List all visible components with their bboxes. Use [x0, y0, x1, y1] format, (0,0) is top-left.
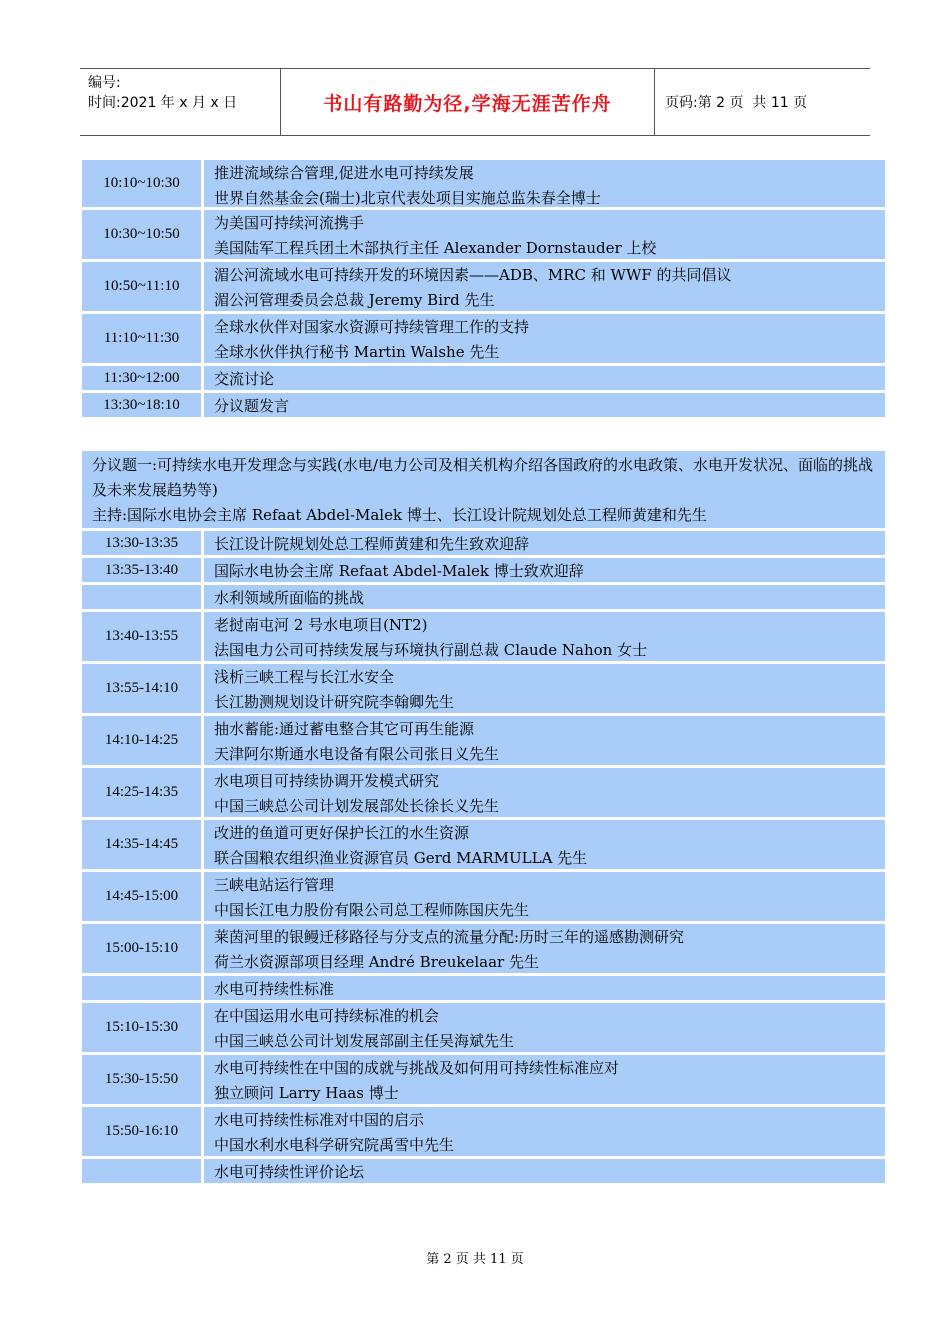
schedule-table-session-1	[82, 449, 885, 1186]
table-row	[82, 1055, 885, 1107]
time-cell: 11:30~12:00	[82, 366, 204, 390]
time-cell: 15:00-15:10	[82, 924, 204, 973]
table-row	[82, 531, 885, 558]
agenda-topic: 浅析三峡工程与长江水安全	[214, 668, 395, 686]
agenda-topic: 改进的鱼道可更好保护长江的水生资源	[214, 824, 470, 842]
agenda-topic: 水电可持续性标准对中国的启示	[214, 1111, 425, 1129]
agenda-topic: 湄公河流域水电可持续开发的环境因素——ADB、MRC 和 WWF 的共同倡议	[214, 266, 732, 284]
page-label: 页码:第 2 页 共 11 页	[665, 95, 808, 111]
agenda-speaker: 法国电力公司可持续发展与环境执行副总裁 Claude Nahon 女士	[214, 641, 648, 659]
table-row	[82, 314, 885, 366]
table-row	[82, 366, 885, 393]
agenda-speaker: 湄公河管理委员会总裁 Jeremy Bird 先生	[214, 291, 495, 309]
description-cell	[204, 924, 885, 973]
agenda-topic: 莱茵河里的银鳗迁移路径与分支点的流量分配:历时三年的遥感勘测研究	[214, 928, 685, 946]
description-cell	[204, 976, 885, 1000]
time-cell: 14:45-15:00	[82, 872, 204, 921]
table-row	[82, 262, 885, 314]
table-row	[82, 664, 885, 716]
description-cell	[204, 716, 885, 765]
time-cell: 11:10~11:30	[82, 314, 204, 363]
agenda-topic: 全球水伙伴对国家水资源可持续管理工作的支持	[214, 318, 530, 336]
table-row	[82, 612, 885, 664]
time-cell: 15:50-16:10	[82, 1107, 204, 1156]
description-cell	[204, 1159, 885, 1183]
page-footer	[0, 1248, 950, 1267]
description-cell	[204, 1003, 885, 1052]
agenda-speaker: 荷兰水资源部项目经理 André Breukelaar 先生	[214, 953, 539, 971]
table-row	[82, 1159, 885, 1186]
agenda-speaker: 美国陆军工程兵团土木部执行主任 Alexander Dornstauder 上校	[214, 239, 657, 257]
time-cell: 14:35-14:45	[82, 820, 204, 869]
agenda-topic: 长江设计院规划处总工程师黄建和先生致欢迎辞	[214, 535, 530, 553]
table-row	[82, 768, 885, 820]
agenda-speaker: 中国长江电力股份有限公司总工程师陈国庆先生	[214, 901, 530, 919]
agenda-speaker: 中国水利水电科学研究院禹雪中先生	[214, 1136, 455, 1154]
description-cell	[204, 558, 885, 582]
agenda-topic: 交流讨论	[214, 370, 275, 388]
time-cell: 14:10-14:25	[82, 716, 204, 765]
time-cell: 15:10-15:30	[82, 1003, 204, 1052]
description-cell	[204, 393, 885, 417]
time-cell: 10:50~11:10	[82, 262, 204, 311]
description-cell	[204, 820, 885, 869]
document-header	[80, 68, 870, 136]
time-cell: 10:10~10:30	[82, 160, 204, 207]
agenda-speaker: 长江勘测规划设计研究院李翰卿先生	[214, 693, 455, 711]
agenda-speaker: 世界自然基金会(瑞士)北京代表处项目实施总监朱春全博士	[214, 189, 601, 207]
time-cell: 13:40-13:55	[82, 612, 204, 661]
header-motto: 书山有路勤为径,学海无涯苦作舟	[281, 69, 655, 135]
description-cell	[204, 1055, 885, 1104]
session-title: 分议题一:可持续水电开发理念与实践(水电/电力公司及相关机构介绍各国政府的水电政策、水电开发状况、面临的挑战及未来发展趋势等)	[92, 456, 873, 499]
description-cell	[204, 872, 885, 921]
agenda-topic: 推进流域综合管理,促进水电可持续发展	[214, 164, 474, 182]
time-cell: 13:35-13:40	[82, 558, 204, 582]
table-row	[82, 158, 885, 210]
agenda-topic: 国际水电协会主席 Refaat Abdel-Malek 博士致欢迎辞	[214, 562, 584, 580]
time-cell: 13:30~18:10	[82, 393, 204, 417]
agenda-speaker: 中国三峡总公司计划发展部副主任吴海斌先生	[214, 1032, 515, 1050]
agenda-topic: 水电可持续性评价论坛	[214, 1163, 365, 1181]
session-header	[82, 449, 885, 531]
time-label: 时间:2021 年 x 月 x 日	[88, 95, 238, 111]
time-cell: 14:25-14:35	[82, 768, 204, 817]
description-cell	[204, 768, 885, 817]
description-cell	[204, 366, 885, 390]
agenda-topic: 水电项目可持续协调开发模式研究	[214, 772, 440, 790]
agenda-speaker: 全球水伙伴执行秘书 Martin Walshe 先生	[214, 343, 500, 361]
header-info-cell	[80, 69, 281, 135]
description-cell	[204, 262, 885, 311]
table-row	[82, 585, 885, 612]
table-row	[82, 393, 885, 420]
time-cell: 15:30-15:50	[82, 1055, 204, 1104]
number-label: 编号:	[88, 75, 121, 91]
session-host: 主持:国际水电协会主席 Refaat Abdel-Malek 博士、长江设计院规划处总工程师黄建和先生	[92, 506, 707, 524]
agenda-topic: 水电可持续性标准	[214, 980, 335, 998]
agenda-topic: 水利领域所面临的挑战	[214, 589, 365, 607]
agenda-speaker: 独立顾问 Larry Haas 博士	[214, 1084, 399, 1102]
description-cell	[204, 585, 885, 609]
table-row	[82, 872, 885, 924]
table-row	[82, 558, 885, 585]
agenda-speaker: 中国三峡总公司计划发展部处长徐长义先生	[214, 797, 500, 815]
table-row	[82, 716, 885, 768]
time-cell	[82, 976, 204, 1000]
schedule-table-morning	[82, 158, 885, 420]
agenda-topic: 三峡电站运行管理	[214, 876, 335, 894]
table-row	[82, 820, 885, 872]
agenda-topic: 老挝南屯河 2 号水电项目(NT2)	[214, 616, 428, 634]
agenda-topic: 水电可持续性在中国的成就与挑战及如何用可持续性标准应对	[214, 1059, 620, 1077]
description-cell	[204, 531, 885, 555]
agenda-speaker: 联合国粮农组织渔业资源官员 Gerd MARMULLA 先生	[214, 849, 588, 867]
agenda-topic: 分议题发言	[214, 397, 290, 415]
table-row	[82, 210, 885, 262]
description-cell	[204, 210, 885, 259]
description-cell	[204, 1107, 885, 1156]
agenda-topic: 在中国运用水电可持续标准的机会	[214, 1007, 440, 1025]
time-cell: 13:55-14:10	[82, 664, 204, 713]
description-cell	[204, 160, 885, 207]
time-cell	[82, 585, 204, 609]
table-row	[82, 1107, 885, 1159]
table-row	[82, 976, 885, 1003]
time-cell: 13:30-13:35	[82, 531, 204, 555]
agenda-topic: 抽水蓄能:通过蓄电整合其它可再生能源	[214, 720, 475, 738]
time-cell	[82, 1159, 204, 1183]
description-cell	[204, 314, 885, 363]
table-row	[82, 1003, 885, 1055]
header-page-cell	[655, 69, 870, 135]
agenda-speaker: 天津阿尔斯通水电设备有限公司张日义先生	[214, 745, 500, 763]
footer-page-number: 第 2 页 共 11 页	[426, 1252, 524, 1267]
time-cell: 10:30~10:50	[82, 210, 204, 259]
table-row	[82, 924, 885, 976]
agenda-topic: 为美国可持续河流携手	[214, 214, 365, 232]
description-cell	[204, 664, 885, 713]
description-cell	[204, 612, 885, 661]
